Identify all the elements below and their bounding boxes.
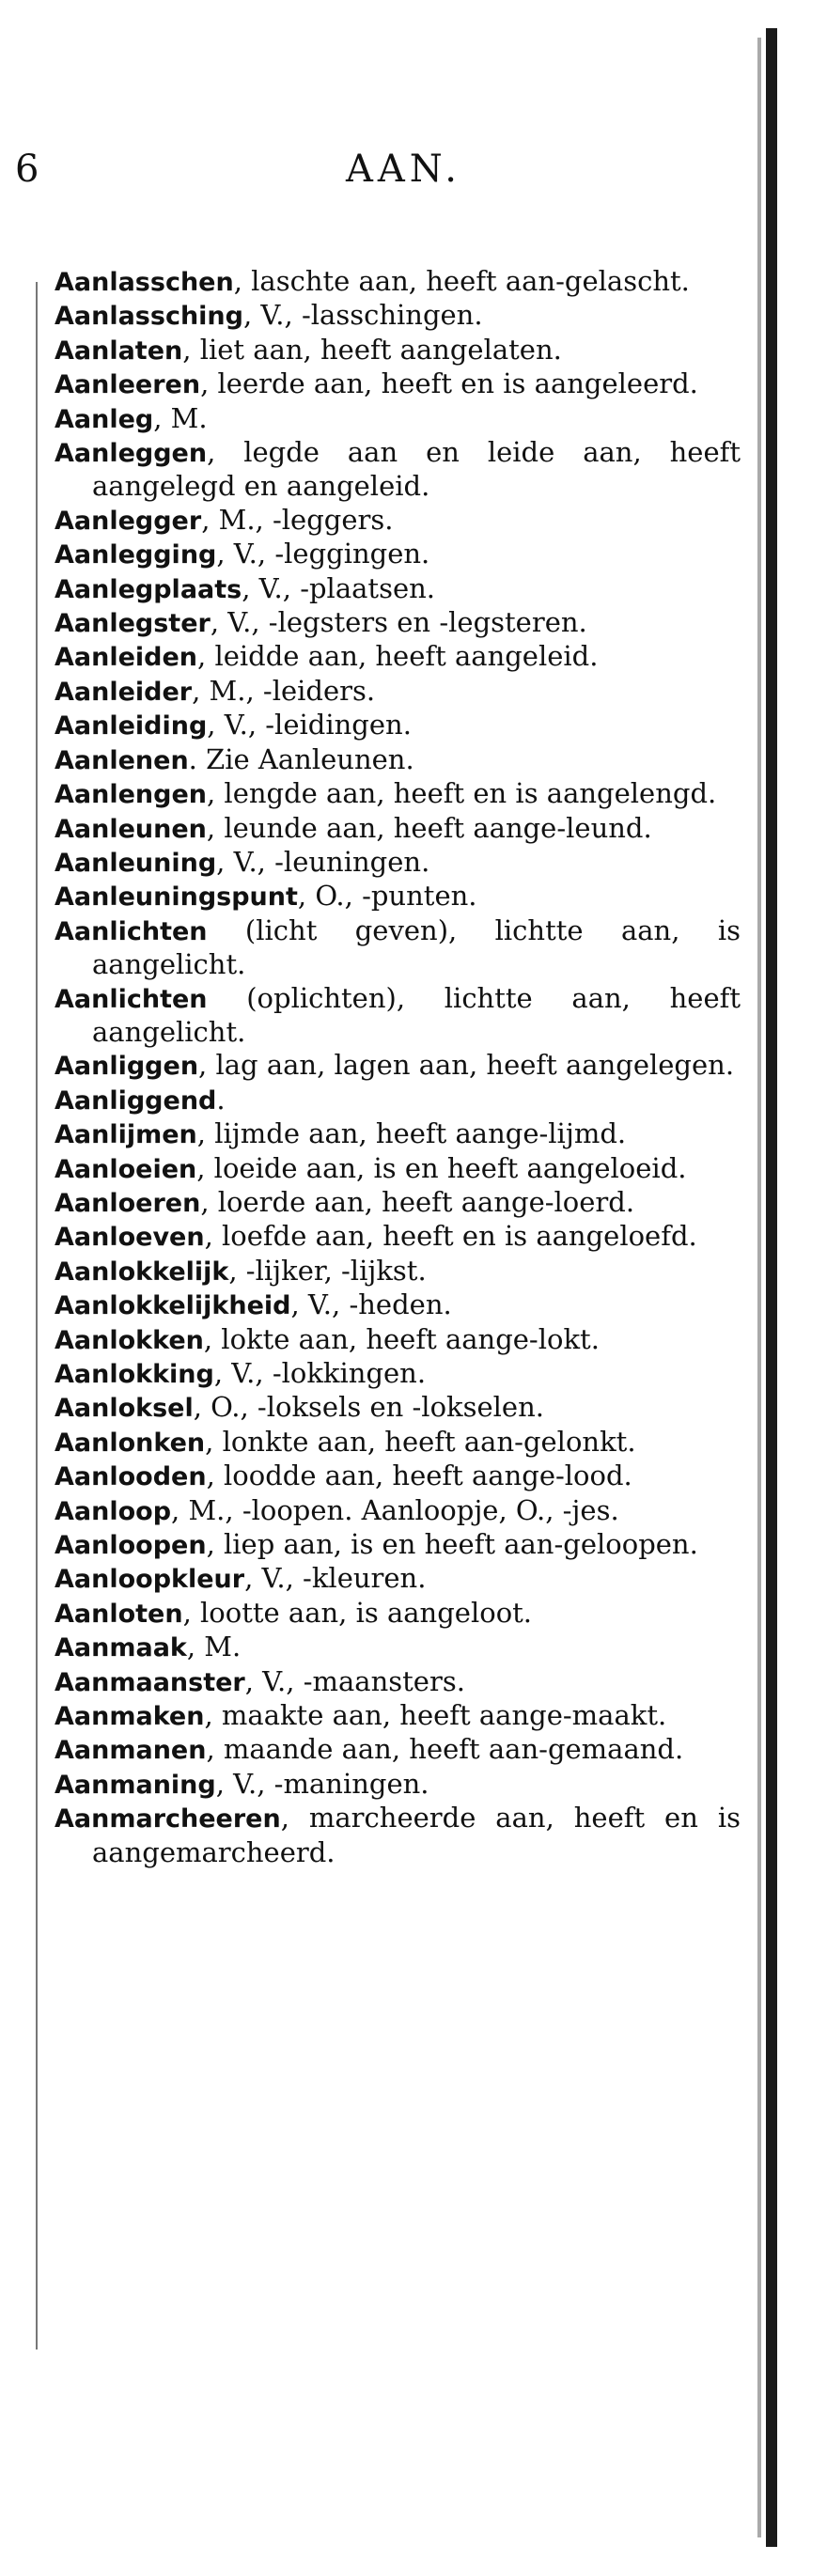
dictionary-entry [55,743,741,777]
entry-headword: Aanlokken [55,1325,204,1355]
dictionary-entry [55,299,741,333]
entry-definition: , -lijker, -lijkst. [228,1254,427,1287]
entry-headword: Aanleiden [55,643,198,673]
dictionary-entry [55,1152,741,1186]
entry-headword: Aanlokking [55,1360,214,1389]
dictionary-entry [55,812,741,846]
entry-definition: , V., -lokkingen. [213,1357,427,1389]
entry-definition: , leerde aan, heeft en is aangeleerd. [200,367,698,400]
entry-definition: , loeide aan, is en heeft aangeloeid. [196,1151,687,1184]
dictionary-entry [55,1117,741,1151]
dictionary-entry [55,1768,741,1802]
dictionary-entry [55,1323,741,1357]
dictionary-entry [55,1528,741,1562]
margin-rule [36,282,38,2350]
dictionary-entry [55,1426,741,1460]
dictionary-entries [55,265,741,1869]
entry-headword: Aanlichten [55,916,208,946]
entry-headword: Aanmarcheeren [55,1804,281,1834]
dictionary-entry [55,1186,741,1220]
entry-headword: Aanleggen [55,439,208,469]
entry-headword: Aanleuning [55,848,217,878]
entry-definition: , V., -maningen. [215,1767,429,1800]
entry-definition: , liep aan, is en heeft aan-geloopen. [206,1528,698,1561]
entry-definition: , loodde aan, heeft aange-lood. [206,1460,632,1492]
entry-headword: Aanmaken [55,1702,205,1732]
entry-definition: . Zie Aanleunen. [188,742,414,775]
entry-headword: Aanliggen [55,1052,199,1082]
entry-headword: Aanlengen [55,780,207,810]
entry-definition: , liet aan, heeft aangelaten. [182,333,562,366]
entry-headword: Aanlonken [55,1428,206,1458]
entry-headword: Aanlegplaats [55,574,242,604]
entry-headword: Aanloten [55,1599,183,1629]
dictionary-entry [55,1562,741,1596]
dictionary-entry [55,1084,741,1117]
dictionary-entry [55,334,741,367]
entry-headword: Aanlenen [55,745,189,775]
entry-definition: , V., -plaatsen. [242,571,436,604]
entry-headword: Aanlooden [55,1462,207,1492]
entry-definition: , M., -leiders. [192,674,376,707]
entry-headword: Aanlegster [55,609,211,639]
entry-headword: Aanmaning [55,1770,216,1800]
entry-definition: , M., -leggers. [201,503,394,536]
entry-headword: Aanleider [55,677,193,707]
entry-headword: Aanliggend [55,1085,217,1116]
dictionary-entry [55,640,741,674]
entry-definition: , maande aan, heeft aan-gemaand. [206,1733,684,1766]
entry-headword: Aanlaten [55,336,183,366]
dictionary-entry [55,1460,741,1493]
entry-definition: , lootte aan, is aangeloot. [182,1596,533,1629]
entry-headword: Aanleeren [55,370,201,400]
entry-headword: Aanloeven [55,1223,205,1253]
dictionary-entry [55,1802,741,1869]
dictionary-entry [55,777,741,811]
entry-headword: Aanloeien [55,1154,197,1184]
dictionary-entry [55,982,741,1050]
entry-headword: Aanmaanster [55,1667,245,1697]
dictionary-entry [55,1049,741,1083]
entry-definition: , V., -leggingen. [216,538,430,570]
entry-headword: Aanloop [55,1496,172,1526]
entry-headword: Aanmaak [55,1633,187,1663]
entry-headword: Aanleg [55,404,154,434]
entry-definition: , V., -heden. [290,1288,452,1321]
entry-headword: Aanlichten [55,984,208,1014]
entry-headword: Aanleiding [55,711,208,742]
dictionary-entry [55,1288,741,1322]
entry-definition: , lonkte aan, heeft aan-gelonkt. [205,1425,636,1458]
entry-headword: Aanlegging [55,540,217,570]
entry-definition: , V., -kleuren. [244,1562,427,1595]
entry-definition: (oplichten), lichtte aan, heeft aangelicht. [92,981,741,1048]
dictionary-entry [55,538,741,571]
dictionary-entry [55,504,741,538]
binding-edge [766,28,777,2547]
entry-definition: , lokte aan, heeft aange-lokt. [203,1322,600,1355]
entry-headword: Aanlassching [55,302,243,332]
dictionary-entry [55,880,741,913]
binding-shadow [757,38,761,2537]
dictionary-entry [55,1597,741,1631]
entry-definition: (licht geven), lichtte aan, is aangelicht. [92,913,741,981]
dictionary-entry [55,1255,741,1288]
dictionary-entry [55,606,741,640]
entry-definition: , M. [186,1631,242,1663]
entry-definition: , V., -leuningen. [216,845,430,878]
entry-headword: Aanloksel [55,1394,194,1424]
entry-definition: , laschte aan, heeft aan-gelascht. [233,265,690,297]
entry-headword: Aanleuningspunt [55,882,298,913]
entry-headword: Aanleunen [55,814,207,844]
entry-definition: , V., -lasschingen. [242,299,483,332]
entry-definition: , loefde aan, heeft en is aangeloefd. [204,1220,697,1253]
entry-headword: Aanlijmen [55,1120,197,1150]
dictionary-entry [55,1631,741,1664]
entry-definition: . [216,1083,226,1116]
dictionary-entry [55,367,741,401]
dictionary-entry [55,1665,741,1699]
entry-definition: , maakte aan, heeft aange-maakt. [204,1699,667,1732]
entry-definition: , O., -punten. [297,880,477,913]
dictionary-entry [55,1699,741,1733]
dictionary-entry [55,1391,741,1425]
page-number: 6 [15,148,39,191]
dictionary-entry [55,436,741,504]
entry-definition: , lengde aan, heeft en is aangelengd. [207,777,717,810]
dictionary-entry [55,846,741,880]
dictionary-entry [55,1220,741,1254]
entry-definition: , marcheerde aan, heeft en is aangemarcheerd. [92,1802,741,1868]
entry-headword: Aanlokkelijkheid [55,1291,291,1321]
entry-definition: , M., -loopen. Aanloopje, O., -jes. [171,1493,619,1526]
entry-definition: , legde aan en leide aan, heeft aangelegd en aangeleid. [92,436,741,503]
entry-headword: Aanmanen [55,1736,207,1766]
running-head: AAN. [346,148,461,191]
entry-headword: Aanlokkelijk [55,1257,229,1287]
dictionary-entry [55,675,741,709]
dictionary-entry [55,402,741,436]
entry-definition: , M. [153,401,208,434]
entry-headword: Aanloeren [55,1188,201,1218]
dictionary-entry [55,914,741,982]
entry-definition: , lijmde aan, heeft aange-lijmd. [196,1117,627,1150]
dictionary-entry [55,1357,741,1391]
entry-definition: , O., -loksels en -lokselen. [193,1391,544,1424]
entry-definition: , V., -leidingen. [207,709,412,742]
entry-headword: Aanlasschen [55,268,234,297]
dictionary-entry [55,1733,741,1767]
entry-definition: , V., -legsters en -legsteren. [210,606,587,639]
entry-definition: , leidde aan, heeft aangeleid. [197,640,599,673]
entry-headword: Aanlegger [55,506,202,536]
dictionary-entry [55,265,741,299]
entry-headword: Aanloopkleur [55,1565,245,1595]
entry-definition: , leunde aan, heeft aange-leund. [206,811,652,844]
dictionary-entry [55,709,741,742]
entry-definition: , loerde aan, heeft aange-loerd. [200,1185,635,1218]
dictionary-entry [55,1494,741,1528]
entry-definition: , V., -maansters. [244,1664,465,1697]
entry-headword: Aanloopen [55,1531,207,1561]
dictionary-entry [55,572,741,606]
entry-definition: , lag aan, lagen aan, heeft aangelegen. [198,1049,735,1082]
